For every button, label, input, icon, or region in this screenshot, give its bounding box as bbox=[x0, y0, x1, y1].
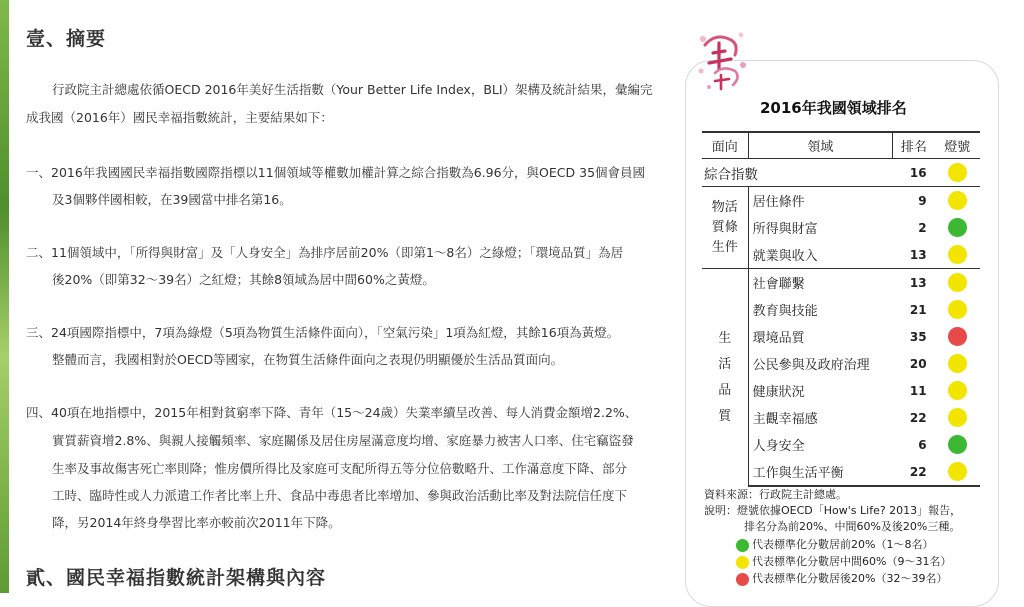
red-dot-icon bbox=[736, 573, 749, 586]
explain-note-1: 說明：燈號依據OECD「How's Life? 2013」報告， bbox=[704, 504, 962, 517]
header-domain: 領域 bbox=[748, 132, 892, 159]
point-4-line-3: 生率及事故傷害死亡率則降；惟房價所得比及家庭可支配所得五等分位倍數略升、工作滿意度下降、部分 bbox=[52, 461, 628, 476]
header-aspect: 面向 bbox=[702, 132, 748, 159]
traffic-light-dot bbox=[948, 163, 967, 182]
point-1-line-1: 一、2016年我國國民幸福指數國際指標以11個領域等權數加權計算之綜合指數為6.96分，與OECD 35個會員國 bbox=[26, 165, 646, 180]
panel-title: 2016年我國領域排名 bbox=[760, 99, 907, 117]
aspect-quality-label: 生活品質 bbox=[718, 330, 732, 424]
header-light: 燈號 bbox=[935, 132, 980, 159]
table-header-row bbox=[702, 132, 980, 159]
domain-name: 環境品質 bbox=[748, 323, 892, 350]
traffic-light-dot bbox=[948, 191, 967, 210]
traffic-light-dot bbox=[948, 273, 967, 292]
legend-green bbox=[736, 536, 933, 552]
domain-name: 公民參與及政府治理 bbox=[748, 350, 892, 377]
point-2-line-1: 二、11個領域中，「所得與財富」及「人身安全」為排序居前20%（即第1～8名）之綠燈；「環境品質」為居 bbox=[26, 245, 624, 260]
section-heading-summary: 壹、摘要 bbox=[26, 28, 107, 50]
domain-name: 所得與財富 bbox=[748, 214, 892, 241]
domain-name: 教育與技能 bbox=[748, 296, 892, 323]
overall-rank: 16 bbox=[909, 165, 927, 180]
point-3-line-2: 整體而言，我國相對於OECD等國家，在物質生活條件面向之表現仍明顯優於生活品質面向。 bbox=[52, 352, 564, 367]
intro-line-1: 行政院主計總處依循OECD 2016年美好生活指數（Your Better Life Index，BLI）架構及統計結果，彙編完 bbox=[52, 82, 653, 97]
legend-yellow bbox=[736, 553, 951, 569]
domain-rank: 21 bbox=[909, 302, 927, 317]
traffic-light-dot bbox=[948, 245, 967, 264]
point-4-line-4: 工時、臨時性或人力派遣工作者比率上升、食品中毒患者比率增加、參與政治活動比率及對法院信任度下 bbox=[52, 488, 628, 503]
domain-rank: 9 bbox=[893, 187, 935, 215]
aspect-material-label: 物活質條生件 bbox=[711, 199, 738, 255]
point-2-line-2: 後20%（即第32～39名）之紅燈；其餘8領域為居中間60%之黃燈。 bbox=[52, 272, 435, 287]
point-1-line-2: 及3個夥伴國相較，在39國當中排名第16。 bbox=[52, 192, 292, 207]
yellow-dot-icon bbox=[736, 556, 749, 569]
domain-rank: 22 bbox=[909, 410, 927, 425]
domain-rank: 20 bbox=[909, 356, 927, 371]
point-4-line-1: 四、40項在地指標中，2015年相對貧窮率下降、青年（15～24歲）失業率續呈改善、每人消費金額增2.2%、 bbox=[26, 405, 638, 420]
decorative-left-strip bbox=[0, 0, 9, 593]
header-rank: 排名 bbox=[893, 132, 935, 159]
legend-red-text: 代表標準化分數居後20%（32～39名） bbox=[752, 572, 948, 585]
traffic-light-dot bbox=[948, 408, 967, 427]
traffic-light-dot bbox=[948, 300, 967, 319]
domain-name: 工作與生活平衡 bbox=[748, 458, 892, 486]
aspect-quality bbox=[702, 269, 748, 487]
traffic-light-dot bbox=[948, 354, 967, 373]
point-4-line-2: 實質薪資增2.8%、與親人接觸頻率、家庭關係及居住房屋滿意度均增、家庭暴力被害人口率、住宅竊盜發 bbox=[52, 433, 634, 448]
domain-rank: 6 bbox=[918, 437, 927, 452]
domain-name: 主觀幸福感 bbox=[748, 404, 892, 431]
section-heading-framework: 貳、國民幸福指數統計架構與內容 bbox=[26, 567, 327, 589]
explain-note-2: 排名分為前20%、中間60%及後20%三種。 bbox=[744, 520, 961, 533]
green-dot-icon bbox=[736, 539, 749, 552]
table-row bbox=[702, 269, 980, 297]
source-note: 資料來源：行政院主計總處。 bbox=[704, 488, 847, 501]
traffic-light-dot bbox=[948, 218, 967, 237]
intro-line-2: 成我國（2016年）國民幸福指數統計，主要結果如下： bbox=[26, 110, 333, 125]
domain-name: 居住條件 bbox=[748, 187, 892, 215]
domain-name: 人身安全 bbox=[748, 431, 892, 458]
legend-green-text: 代表標準化分數居前20%（1～8名） bbox=[752, 538, 934, 551]
domain-rank: 22 bbox=[893, 458, 935, 486]
domain-rank: 11 bbox=[909, 383, 927, 398]
table-row-overall bbox=[702, 159, 980, 187]
ranking-table bbox=[702, 131, 980, 487]
traffic-light-dot bbox=[948, 462, 967, 481]
domain-name: 社會聯繫 bbox=[748, 269, 892, 297]
legend-yellow-text: 代表標準化分數居中間60%（9～31名） bbox=[752, 555, 952, 568]
overall-label: 綜合指數 bbox=[704, 166, 758, 183]
legend-red bbox=[736, 570, 947, 586]
domain-rank: 13 bbox=[893, 269, 935, 297]
domain-rank: 2 bbox=[918, 220, 927, 235]
domain-rank: 13 bbox=[909, 247, 927, 262]
traffic-light-dot bbox=[948, 435, 967, 454]
panel-notes bbox=[704, 487, 961, 535]
point-3-line-1: 三、24項國際指標中，7項為綠燈（5項為物質生活條件面向），「空氣污染」1項為紅燈，其餘16項為黃燈。 bbox=[26, 325, 620, 340]
table-row bbox=[702, 187, 980, 215]
domain-rank: 35 bbox=[909, 329, 927, 344]
domain-name: 健康狀況 bbox=[748, 377, 892, 404]
traffic-light-dot bbox=[948, 381, 967, 400]
domain-name: 就業與收入 bbox=[748, 241, 892, 269]
traffic-light-dot bbox=[948, 327, 967, 346]
aspect-material bbox=[702, 187, 748, 269]
happiness-logo bbox=[695, 25, 751, 95]
point-4-line-5: 降，另2014年終身學習比率亦較前次2011年下降。 bbox=[52, 515, 341, 530]
